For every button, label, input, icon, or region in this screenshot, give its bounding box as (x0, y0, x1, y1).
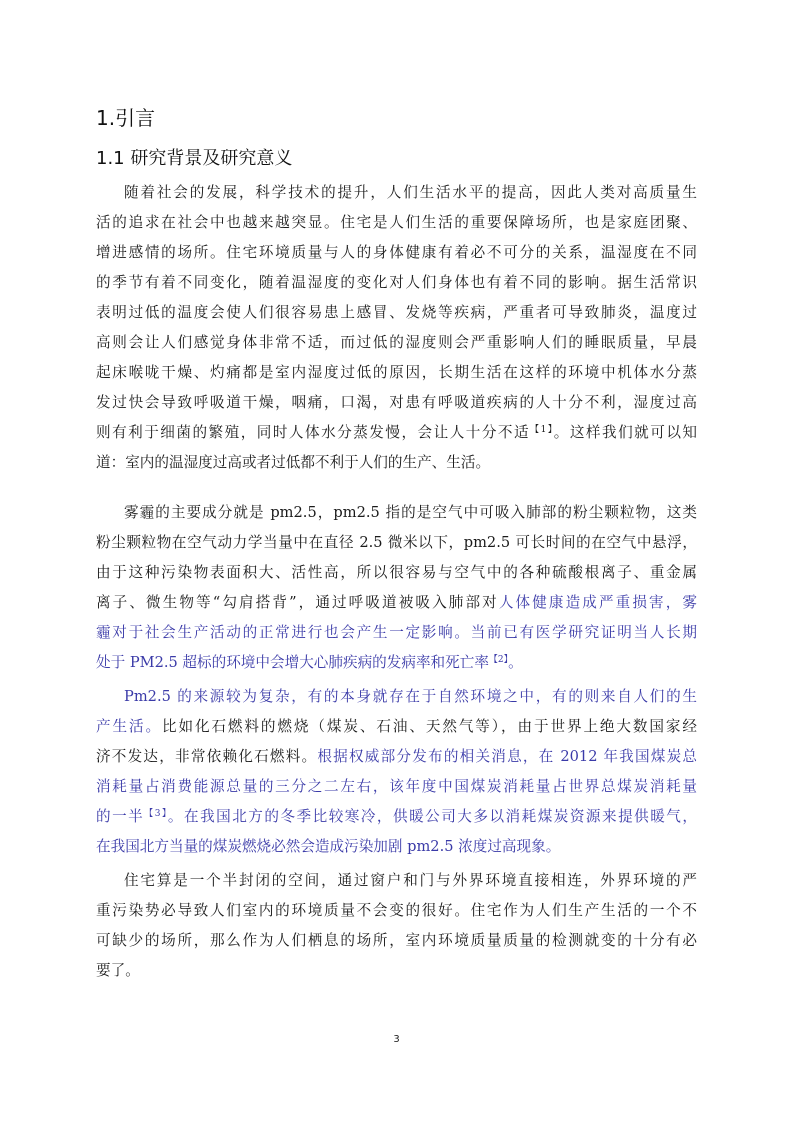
text-span: 处于 PM2.5 超标的环境中会增大心肺疾病的发病率和死亡率 (96, 654, 489, 671)
text-line: 活的追求在社会中也越来越突显。住宅是人们生活的重要保障场所，也是家庭团聚、 (96, 214, 697, 231)
citation-2: 【2】 (488, 655, 509, 665)
text-line: 雾霾的主要成分就是 pm2.5，pm2.5 指的是空气中可吸入肺部的粉尘颗粒物，这类 (124, 504, 697, 521)
text-line: 由于这种污染物表面积大、活性高，所以很容易与空气中的各种硫酸根离子、重金属 (96, 564, 697, 581)
page-number: 3 (393, 1034, 400, 1045)
text-line: 随着社会的发展，科学技术的提升，人们生活水平的提高，因此人类对高质量生 (124, 184, 697, 201)
text-line: 表明过低的温度会使人们很容易患上感冒、发烧等疾病，严重者可导致肺炎，温度过 (96, 304, 697, 321)
highlighted-text-line: Pm2.5 的来源较为复杂，有的本身就存在于自然环境之中，有的则来自人们的生 (124, 688, 697, 705)
text-span: 。 (508, 654, 523, 671)
text-span: 比如化石燃料的燃烧（煤炭、石油、天然气等），由于世界上绝大数国家经 (161, 718, 697, 735)
text-span: 。在我国北方的冬季比较寒冷，供暖公司大多以消耗煤炭资源来提供暖气， (167, 808, 697, 825)
citation-1: 【1】 (530, 425, 554, 435)
text-line (96, 590, 697, 616)
section-heading: 1.引言 (96, 106, 156, 130)
highlighted-text: 产生活。 (96, 718, 162, 735)
text-line: 起床喉咙干燥、灼痛都是室内湿度过低的原因，长期生活在这样的环境中机体水分蒸 (96, 364, 697, 381)
text-line: 增进感情的场所。住宅环境质量与人的身体健康有着必不可分的关系，温湿度在不同 (96, 244, 697, 261)
highlighted-text-line: 消耗量占消费能源总量的三分之二左右，该年度中国煤炭消耗量占世界总煤炭消耗量 (96, 778, 697, 795)
text-line: 高则会让人们感觉身体非常不适，而过低的湿度则会严重影响人们的睡眠质量，早晨 (96, 334, 697, 351)
highlighted-text-line (96, 804, 697, 830)
text-span: 离子、微生物等“勾肩搭背”，通过呼吸道被吸入肺部对 (96, 594, 499, 611)
highlighted-text-line (96, 650, 697, 676)
text-line (96, 714, 697, 740)
text-line: 住宅算是一个半封闭的空间，通过窗户和门与外界环境直接相连，外界环境的严 (124, 872, 697, 889)
highlighted-text: 人体健康造成严重损害，雾 (498, 594, 697, 611)
text-line: 粉尘颗粒物在空气动力学当量中在直径 2.5 微米以下，pm2.5 可长时间的在空气中悬浮， (96, 534, 697, 551)
text-line (96, 420, 697, 446)
text-line: 道：室内的温湿度过高或者过低都不利于人们的生产、生活。 (96, 454, 491, 471)
text-line: 重污染势必导致人们室内的环境质量不会变的很好。住宅作为人们生产生活的一个不 (96, 902, 697, 919)
text-line: 可缺少的场所，那么作为人们栖息的场所，室内环境质量质量的检测就变的十分有必 (96, 932, 697, 949)
subsection-heading: 1.1 研究背景及研究意义 (96, 148, 293, 169)
citation-3: 【3】 (144, 809, 168, 819)
text-span: 。这样我们就可以知 (553, 424, 697, 441)
highlighted-text: 根据权威部分发布的相关消息，在 2012 年我国煤炭总 (317, 748, 697, 765)
highlighted-text-line: 霾对于社会生产活动的正常进行也会产生一定影响。当前已有医学研究证明当人长期 (96, 624, 697, 641)
text-span: 则有利于细菌的繁殖，同时人体水分蒸发慢，会让人十分不适 (96, 424, 531, 441)
text-span: 济不发达，非常依赖化石燃料。 (96, 748, 318, 765)
text-span: 的一半 (96, 808, 145, 825)
text-line: 的季节有着不同变化，随着温湿度的变化对人们身体也有着不同的影响。据生活常识 (96, 274, 697, 291)
text-line (96, 744, 697, 770)
text-line: 发过快会导致呼吸道干燥，咽痛，口渴，对患有呼吸道疾病的人十分不利，湿度过高 (96, 394, 697, 411)
text-line: 要了。 (96, 962, 140, 979)
highlighted-text-line: 在我国北方当量的煤炭燃烧必然会造成污染加剧 pm2.5 浓度过高现象。 (96, 838, 561, 855)
